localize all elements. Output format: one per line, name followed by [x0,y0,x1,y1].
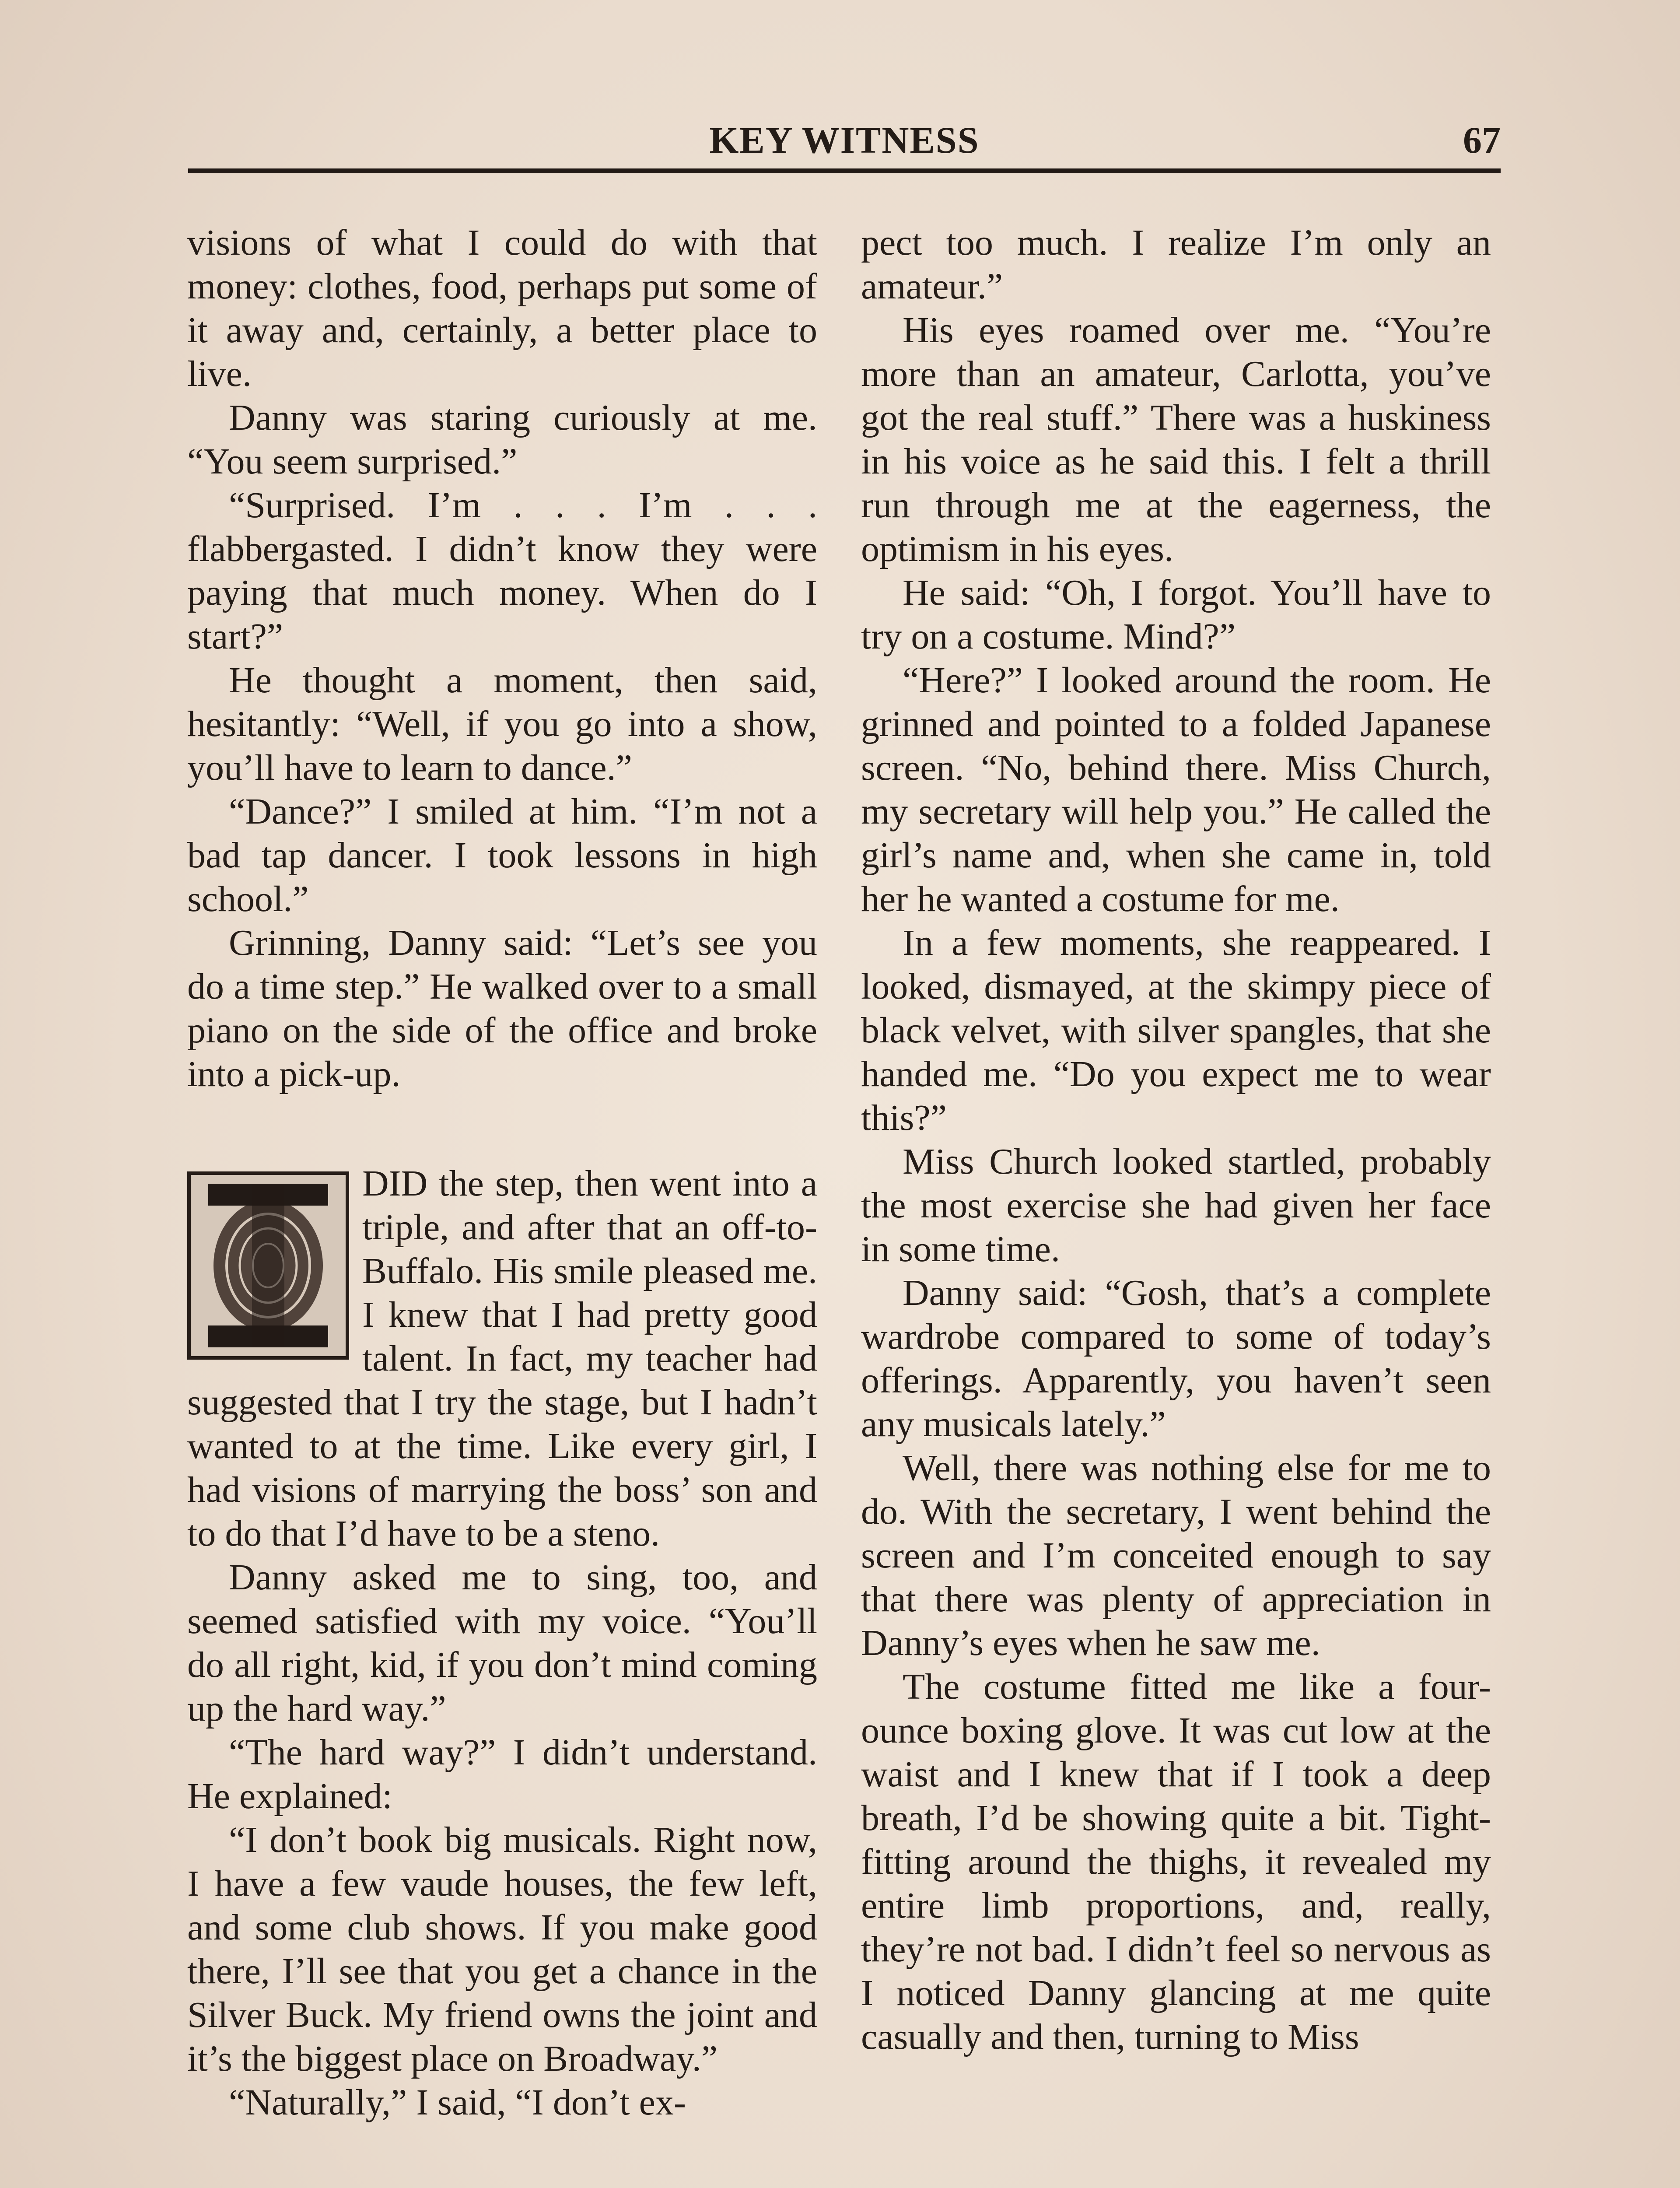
right-column [861,221,1491,2059]
page-number: 67 [1463,119,1501,161]
paragraph: “I don’t book big musicals. Right now, I have a few vaude houses, the few left, and some club shows. If you make good there, I’ll see that you get a chance in the Silver Buck. My friend owns the joint and it’s the biggest place on Broadway.” [187,1820,817,2079]
paragraph: In a few moments, she reappeared. I looked, dismayed, at the skimpy piece of black velvet, with silver spangles, that she handed me. “Do you expect me to wear this?” [861,922,1491,1138]
decorative-initial [187,1171,349,1360]
paragraph: Danny said: “Gosh, that’s a complete wardrobe compared to some of today’s offerings. Apparently, you haven’t seen any musicals lately.” [861,1273,1491,1445]
paragraph: pect too much. I realize I’m only an amateur.” [861,222,1491,307]
section-break [187,1096,817,1162]
paragraph: Danny asked me to sing, too, and seemed satisfied with my voice. “You’ll do all right, kid, if you don’t mind coming up the hard way.” [187,1557,817,1729]
paragraph: The costume fitted me like a four-ounce boxing glove. It was cut low at the waist and I knew that if I took a deep breath, I’d be showing quite a bit. Tight-fitting around the thighs, it revealed my entire limb proportions, and, really, they’re not bad. I didn’t feel so nervous as I noticed Danny glancing at me quite casually and then, turning to Miss [861,1666,1491,2057]
running-head [188,118,1501,171]
paragraph: Grinning, Danny said: “Let’s see you do a time step.” He walked over to a small piano on the side of the office and broke into a pick-up. [187,922,817,1094]
paragraph: His eyes roamed over me. “You’re more than an amateur, Carlotta, you’ve got the real stuff.” There was a huskiness in his voice as he said this. I felt a thrill run through me at the eagerness, the optimism in his eyes. [861,310,1491,569]
paragraph: “Surprised. I’m . . . I’m . . . flabbergasted. I didn’t know they were paying that much money. When do I start?” [187,485,817,657]
dropcap-paragraph-text: DID the step, then went into a triple, and after that an off-to-Buffalo. His smile pleased me. I knew that I had pretty good talent. In fact, my teacher had suggested that I try the stage, but I hadn’t wanted to at the time. Like every girl, I had visions of marrying the boss’ son and to do that I’d have to be a steno. [187,1163,817,1554]
paragraph: Well, there was nothing else for me to do. With the secretary, I went behind the screen and I’m conceited enough to say that there was plenty of appreciation in Danny’s eyes when he saw me. [861,1448,1491,1663]
left-column [187,221,817,2125]
paragraph: Miss Church looked startled, probably the most exercise she had given her face in some time. [861,1141,1491,1269]
paragraph: Danny was staring curiously at me. “You seem surprised.” [187,397,817,482]
paragraph: “Here?” I looked around the room. He grinned and pointed to a folded Japanese screen. “No, behind there. Miss Church, my secretary will help you.” He called the girl’s name and, when she came in, told her he wanted a costume for me. [861,660,1491,919]
header-rule [188,168,1501,173]
paragraph: “Naturally,” I said, “I don’t ex- [229,2082,686,2123]
paragraph: He thought a moment, then said, hesitantly: “Well, if you go into a show, you’ll have to learn to dance.” [187,660,817,788]
paragraph: He said: “Oh, I forgot. You’ll have to try on a costume. Mind?” [861,572,1491,657]
initial-ornament-icon [191,1175,346,1356]
paragraph: “The hard way?” I didn’t understand. He explained: [187,1732,817,1816]
paragraph: visions of what I could do with that money: clothes, food, perhaps put some of it away and, certainly, a better place to live. [187,222,817,394]
running-title: KEY WITNESS [709,119,980,161]
paragraph: “Dance?” I smiled at him. “I’m not a bad tap dancer. I took lessons in high school.” [187,791,817,919]
